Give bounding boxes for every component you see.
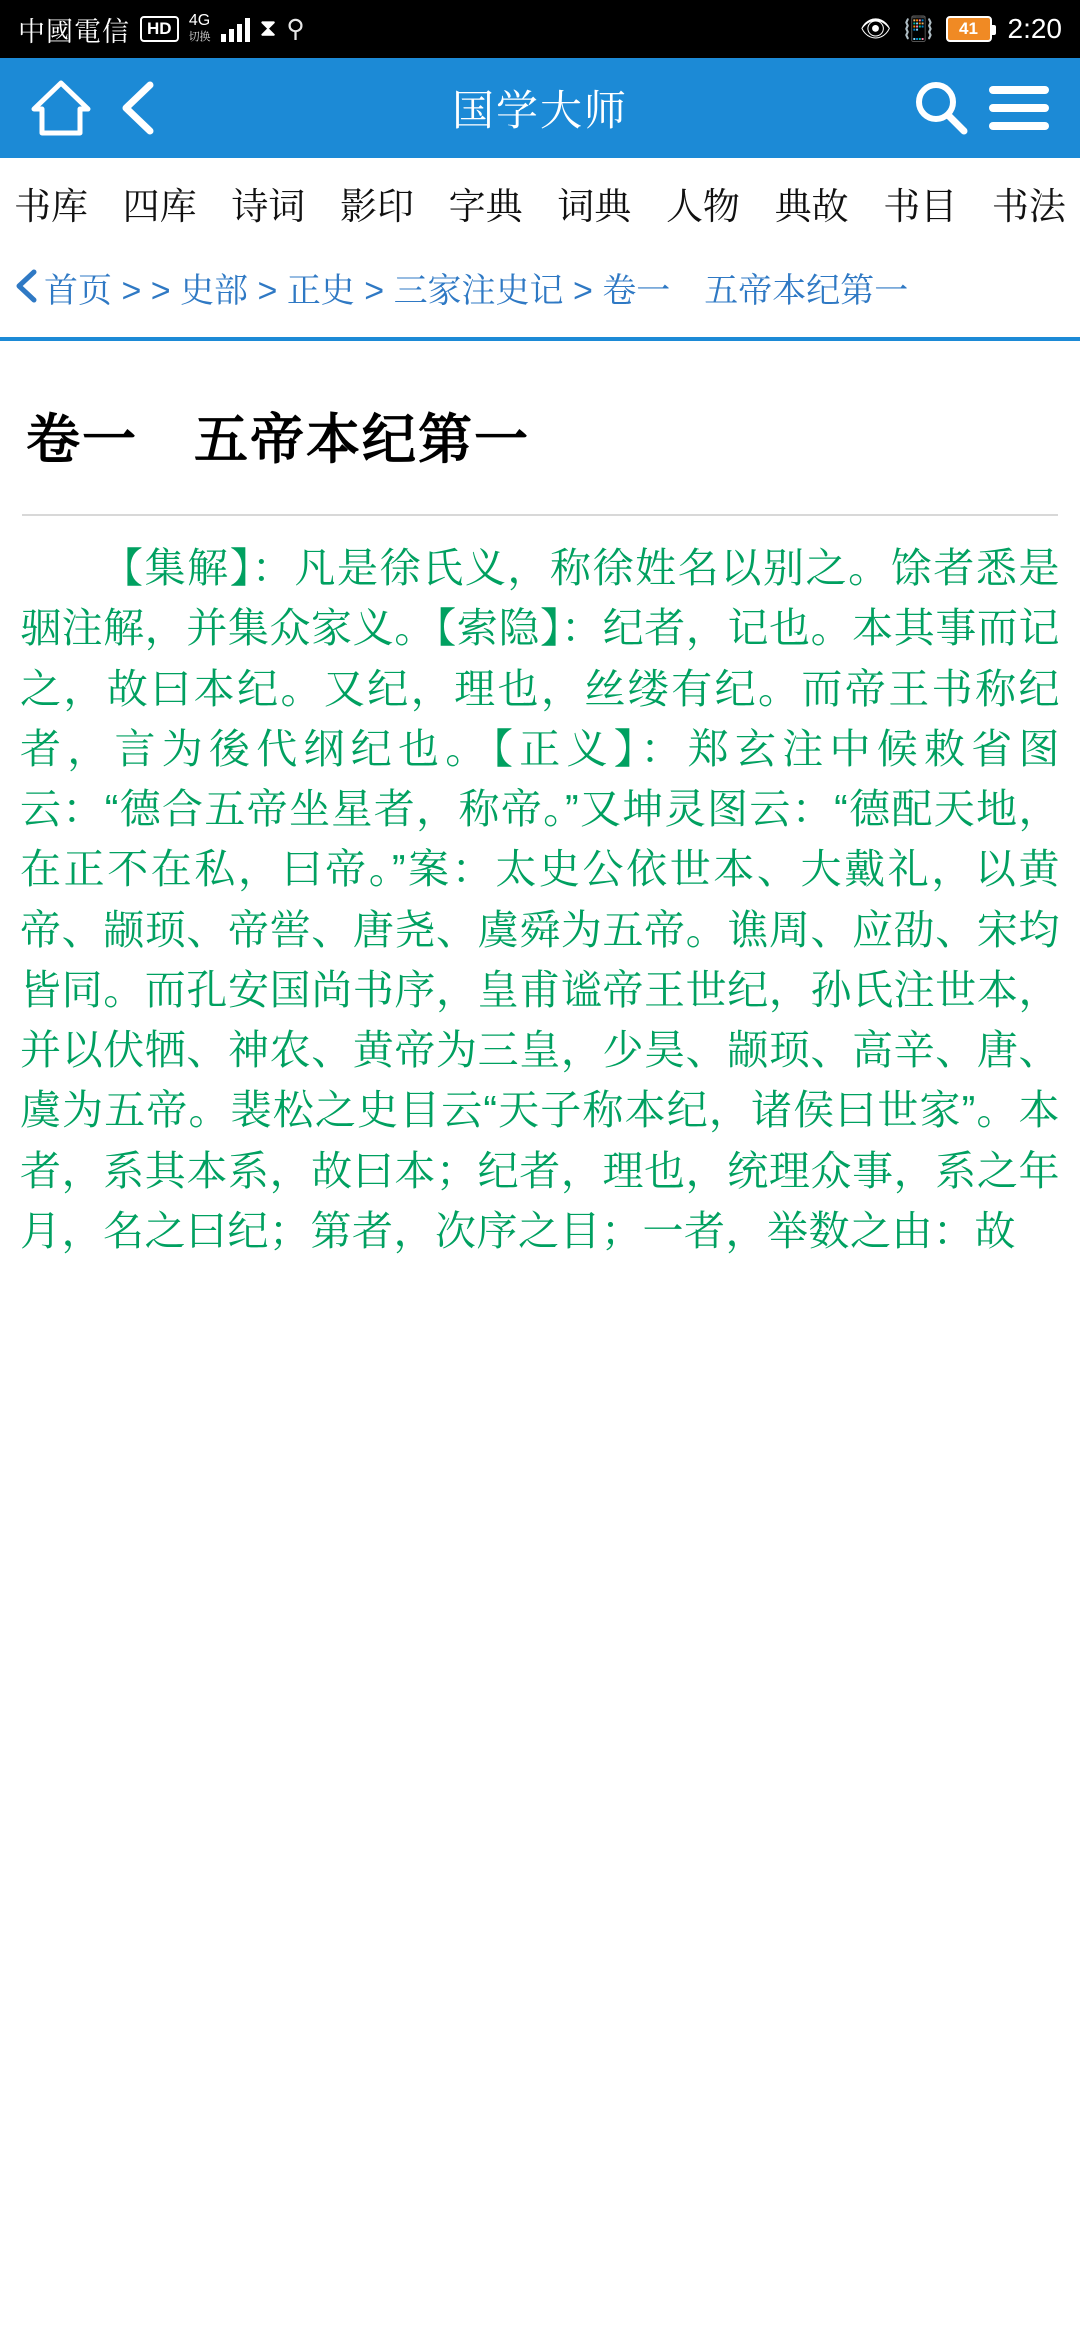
back-chevron-icon[interactable] (100, 69, 178, 147)
vibrate-icon: 📳 (903, 15, 934, 43)
status-bar (0, 0, 1080, 58)
nav-item[interactable]: 书目 (883, 186, 958, 227)
breadcrumb (0, 248, 1080, 341)
article-body (0, 516, 1080, 1261)
clock-label: 2:20 (1007, 13, 1062, 44)
eye-icon: 👁 (859, 14, 892, 43)
nav-item[interactable]: 书法 (991, 186, 1066, 227)
nav-item[interactable]: 词典 (557, 186, 632, 227)
status-bar-right (860, 13, 1062, 45)
nav-item[interactable]: 典故 (774, 186, 849, 227)
breadcrumb-separator: > > (112, 272, 181, 310)
chapter-title: 卷一 五帝本纪第一 (26, 410, 530, 470)
nav-item[interactable]: 影印 (339, 186, 414, 227)
hamburger-menu-icon[interactable] (980, 69, 1058, 147)
page-title: 国学大师 (451, 87, 628, 134)
nav-item[interactable]: 诗词 (231, 186, 306, 227)
category-nav (0, 158, 1080, 248)
search-icon[interactable] (902, 69, 980, 147)
nav-item[interactable]: 书库 (14, 186, 88, 227)
breadcrumb-separator: > (248, 272, 287, 310)
nav-item[interactable]: 人物 (665, 186, 740, 227)
app-bar (0, 58, 1080, 158)
nav-item[interactable]: 四库 (122, 186, 197, 227)
carrier-label: 中國電信 (18, 16, 130, 47)
breadcrumb-item[interactable]: 正史 (286, 272, 355, 310)
breadcrumb-back-icon[interactable] (14, 266, 40, 304)
breadcrumb-separator: > (354, 272, 394, 310)
nav-item[interactable]: 字典 (448, 186, 523, 227)
search-icon: ⚲ (286, 15, 305, 43)
breadcrumb-item[interactable]: 三家注史记 (393, 272, 564, 310)
hourglass-icon: ⧗ (259, 15, 277, 42)
network-type-label: 4G 切换 (188, 12, 211, 43)
hd-badge: HD (140, 16, 179, 42)
breadcrumb-separator: > (563, 272, 603, 310)
breadcrumb-item-current[interactable]: 卷一 五帝本纪第一 (602, 272, 909, 310)
article-paragraph: 【集解】：凡是徐氏义，称徐姓名以别之。馀者悉是骃注解，并集众家义。【索隐】：纪者，记也。本其事而记之，故曰本纪。又纪，理也，丝缕有纪。而帝王书称纪者，言为後代纲纪也。【正义】：郑玄注中候敕省图云：“德合五帝坐星者，称帝。”又坤灵图云：“德配天地，在正不在私，曰帝。”案：太史公依世本、大戴礼，以黄帝、颛顼、帝喾、唐尧、虞舜为五帝。谯周、应劭、宋均皆同。而孔安国尚书序，皇甫谧帝王世纪，孙氏注世本，并以伏牺、神农、黄帝为三皇，少昊、颛顼、高辛、唐、虞为五帝。裴松之史目云“天子称本纪，诸侯曰世家”。本者，系其本系，故曰本；纪者，理也，统理众事，系之年月，名之曰纪；第者，次序之目；一者，举数之由：故 (20, 545, 1060, 1254)
battery-indicator: 41 (946, 16, 992, 42)
home-icon[interactable] (22, 69, 100, 147)
signal-strength-icon (221, 16, 250, 42)
status-bar-left (18, 10, 305, 49)
breadcrumb-item[interactable]: 首页 (44, 272, 112, 310)
breadcrumb-item[interactable]: 史部 (180, 272, 249, 310)
